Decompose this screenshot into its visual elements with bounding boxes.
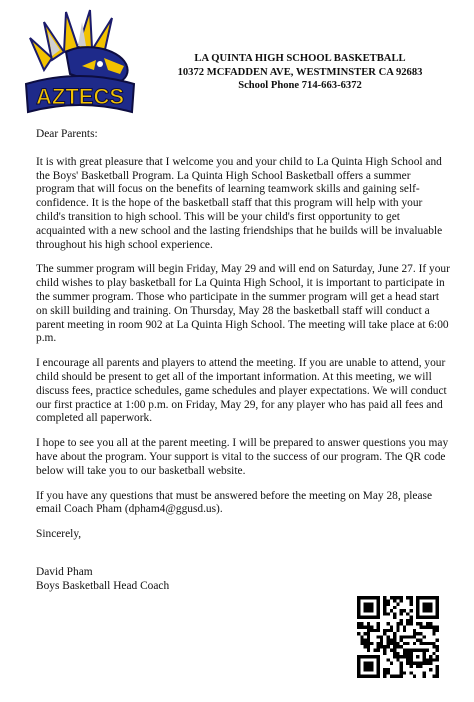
letterhead-address: 10372 MCFADDEN AVE, WESTMINSTER CA 92683	[177, 66, 423, 78]
paragraph-summer-program: The summer program will begin Friday, May 29 and will end on Saturday, June 27. If your child wishes to play basketball for La Quinta High School, it is important to participate in the summer program. Those who participate in the summer program will get a head start on skill building and training. On Thursday, May 28 the basketball staff will conduct a parent meeting in room 902 at La Quinta High School. The meeting will take place at 6:00 p.m.	[36, 263, 450, 345]
paragraph-welcome: It is with great pleasure that I welcome you and your child to La Quinta High School and the Boys' Basketball Program. La Quinta High School Basketball offers a summer program that will focus on the benefits of learning teamwork skills and gaining self-confidence. It is the hope of the basketball staff that this program will help with your child's transition to high school. This will be your child's first opportunity to get acquainted with a new school and the lasting friendships that he builds will be invaluable throughout his high school experience.	[36, 155, 443, 251]
signature-name: David Pham	[36, 566, 93, 578]
paragraph-meeting: I encourage all parents and players to attend the meeting. If you are unable to attend, your child should be present to get all of the important information. At this meeting, we will discuss fees, practice schedules, game schedules and player expectations. We will conduct our first practice at 1:00 p.m. on Friday, May 29, for any player who has paid all fees and completed all paperwork.	[36, 357, 447, 425]
paragraph-questions: If you have any questions that must be answered before the meeting on May 28, please email Coach Pham (dpham4@ggusd.us).	[36, 489, 433, 516]
salutation: Dear Parents:	[36, 128, 98, 140]
letterhead-phone: School Phone 714-663-6372	[238, 80, 362, 91]
letter-body	[36, 128, 451, 553]
paragraph-support: I hope to see you all at the parent meeting. I will be prepared to answer questions you may have about the program. Your support is vital to the success of our program. The QR code below will take you to our basketball website.	[36, 437, 449, 477]
signature-title: Boys Basketball Head Coach	[36, 579, 170, 592]
aztecs-logo	[22, 8, 138, 120]
signature-block	[36, 566, 169, 594]
logo-text: AZTECS	[36, 84, 124, 109]
letterhead-school-name: LA QUINTA HIGH SCHOOL BASKETBALL	[194, 53, 406, 64]
aztecs-banner	[26, 76, 134, 112]
closing: Sincerely,	[36, 528, 82, 541]
qr-code-icon[interactable]	[357, 596, 439, 678]
letterhead	[150, 52, 450, 93]
